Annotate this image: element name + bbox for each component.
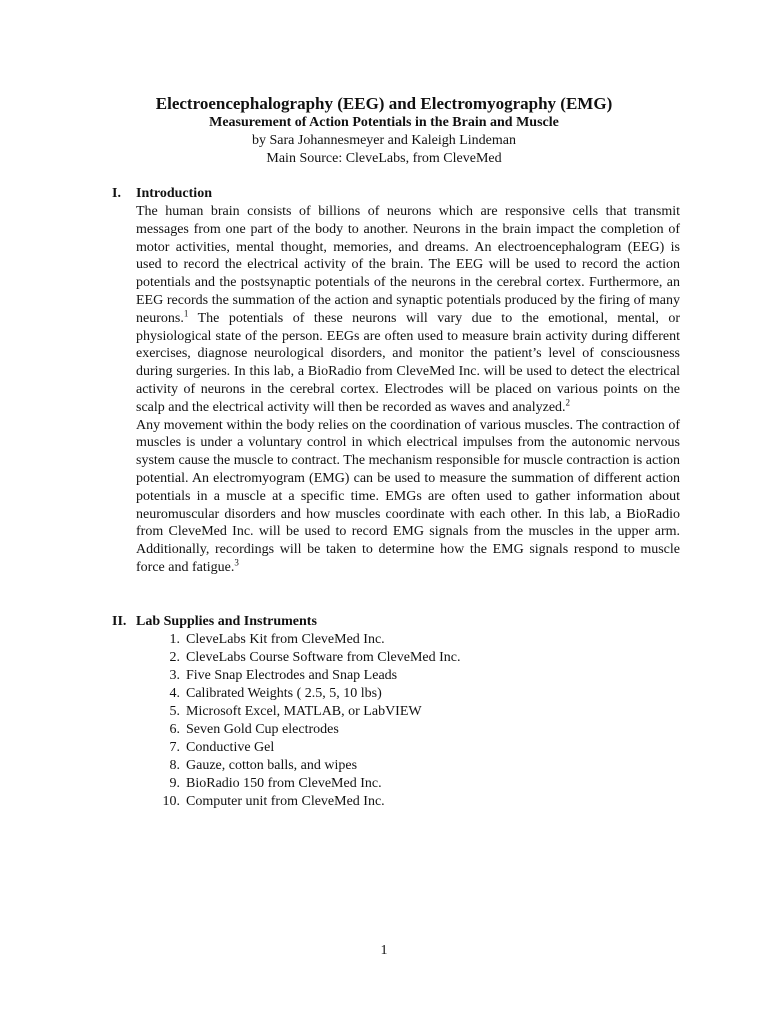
footnote-ref: 3 [234, 557, 239, 568]
document-authors: by Sara Johannesmeyer and Kaleigh Lindeman [252, 133, 516, 148]
section-introduction [112, 185, 680, 577]
section-title: Lab Supplies and Instruments [136, 614, 317, 629]
section-title: Introduction [136, 186, 212, 201]
section-heading [112, 185, 680, 203]
list-item: 1. CleveLabs Kit from CleveMed Inc. [169, 632, 385, 647]
paragraph-emg: Any movement within the body relies on the coordination of various muscles. The contraction of muscles is under a voluntary control in which electrical impulses from the autonomic nervous system cause the muscle to contract. The mechanism responsible for muscle contraction is action potential. An electromyogram (EMG) can be used to measure the summation of different action potentials in a muscle at a specific time. EMGs are often used to gather information about neuromuscular disorders and how muscles coordinate with each other. In this lab, a BioRadio from CleveMed Inc. will be used to record EMG signals from the muscles in the upper arm. Additionally, recordings will be taken to determine how the EMG signals respond to muscle force and fatigue.$^3$ [136, 417, 680, 575]
footnote-ref: 1 [183, 308, 189, 319]
section-number: II. [112, 614, 127, 629]
section-lab-supplies [112, 613, 680, 811]
document-subtitle: Measurement of Action Potentials in the Brain and Muscle [209, 115, 559, 130]
list-item: 4. Calibrated Weights ( 2.5, 5, 10 lbs) [169, 686, 382, 701]
paragraph-eeg: The human brain consists of billions of neurons which are responsive cells that transmit messages from one part of the body to another. Neurons in the brain impact the completion of motor activities, mental thought, memories, and dreams. An electroencephalogram (EEG) is used to record the electrical activity of the brain. The EEG will be used to record the action potentials and the postsynaptic potentials of the neurons in the cerebral cortex. Furthermore, an EEG records the summation of the action and synaptic potentials produced by the firing of many neurons.$^1$ The potentials of these neurons will vary due to the emotional, mental, or physiological state of the person. EEGs are often used to measure brain activity during different exercises, diagnose neurological disorders, and monitor the patient’s level of consciousness during surgeries. In this lab, a BioRadio from CleveMed Inc. will be used to detect the electrical activity of neurons in the cerebral cortex. Electrodes will be placed on various points on the scalp and the electrical activity will then be recorded as waves and analyzed.$^2$ [136, 204, 680, 415]
list-item: 3. Five Snap Electrodes and Snap Leads [169, 668, 398, 683]
list-item: 7. Conductive Gel [169, 740, 275, 755]
list-item: 5. Microsoft Excel, MATLAB, or LabVIEW [169, 704, 422, 719]
list-item: 8. Gauze, cotton balls, and wipes [169, 758, 358, 773]
page-number: 1 [380, 943, 388, 958]
footnote-ref: 2 [565, 397, 571, 408]
list-item: 9. BioRadio 150 from CleveMed Inc. [169, 776, 382, 791]
section-number: I. [112, 186, 121, 201]
supply-list [156, 631, 680, 811]
document-title: Electroencephalography (EEG) and Electromyography (EMG) [155, 94, 613, 113]
list-item: 2. CleveLabs Course Software from CleveMed Inc. [169, 650, 461, 665]
list-item: 10. Computer unit from CleveMed Inc. [162, 794, 385, 809]
document-header [0, 94, 768, 168]
section-body [136, 203, 680, 577]
list-item: 6. Seven Gold Cup electrodes [169, 722, 339, 737]
document-source: Main Source: CleveLabs, from CleveMed [266, 151, 502, 166]
section-heading [112, 613, 680, 631]
